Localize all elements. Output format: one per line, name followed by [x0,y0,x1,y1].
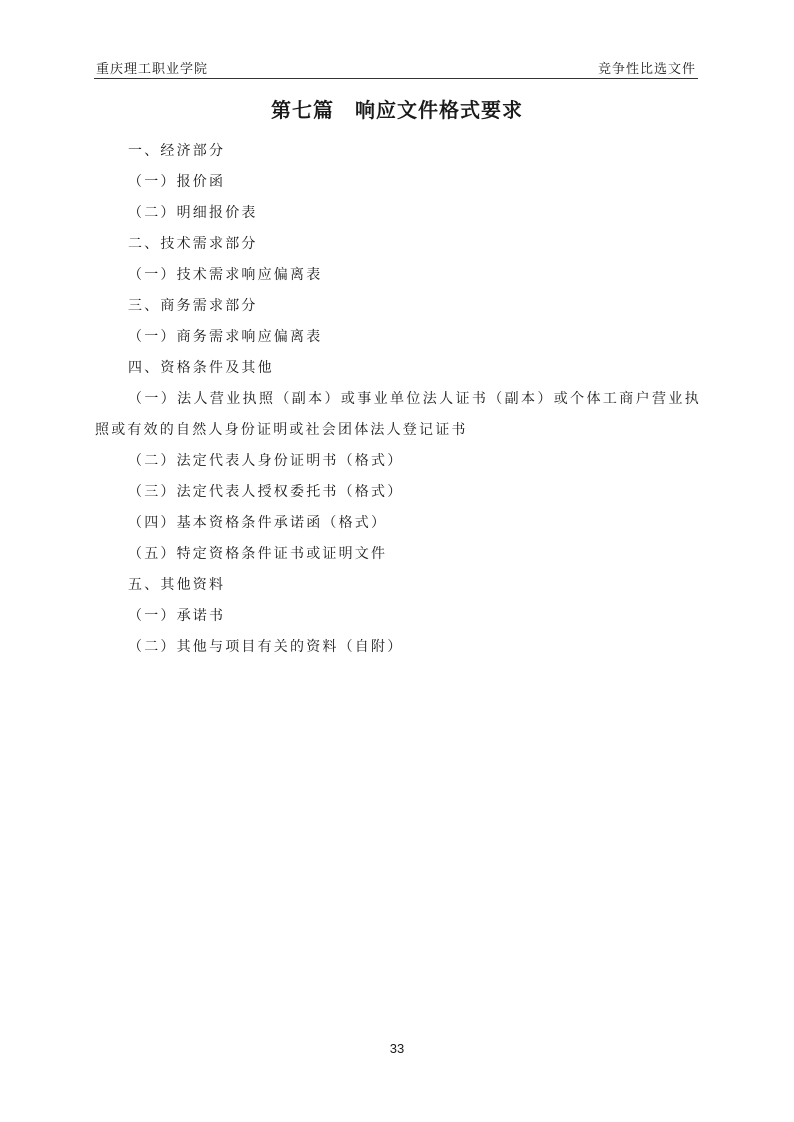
item-business-license: （一）法人营业执照（副本）或事业单位法人证书（副本）或个体工商户营业执照或有效的自然人身份证明或社会团体法人登记证书 [95,391,701,438]
item-commercial-deviation-table: （一）商务需求响应偏离表 [128,329,323,345]
item-quotation-letter: （一）报价函 [128,174,226,190]
page-number: 33 [389,1041,405,1056]
item-detailed-price-list: （二）明细报价表 [128,205,258,221]
item-basic-qualification-pledge: （四）基本资格条件承诺函（格式） [128,515,388,531]
section-technical: 二、技术需求部分 [128,236,258,252]
section-commercial: 三、商务需求部分 [128,298,258,314]
section-economic: 一、经济部分 [128,143,226,159]
page-header [94,56,698,79]
section-other: 五、其他资料 [128,577,226,593]
item-power-of-attorney: （三）法定代表人授权委托书（格式） [128,484,404,500]
item-technical-deviation-table: （一）技术需求响应偏离表 [128,267,323,283]
item-specific-qualification-certificate: （五）特定资格条件证书或证明文件 [128,546,388,562]
header-institution: 重庆理工职业学院 [96,62,209,77]
page-title: 第七篇 响应文件格式要求 [271,98,523,122]
item-other-materials: （二）其他与项目有关的资料（自附） [128,639,404,655]
section-qualifications: 四、资格条件及其他 [128,360,274,376]
item-commitment-letter: （一）承诺书 [128,608,226,624]
document-body [95,136,701,663]
item-legal-rep-id: （二）法定代表人身份证明书（格式） [128,453,404,469]
header-document-type: 竞争性比选文件 [597,62,696,77]
